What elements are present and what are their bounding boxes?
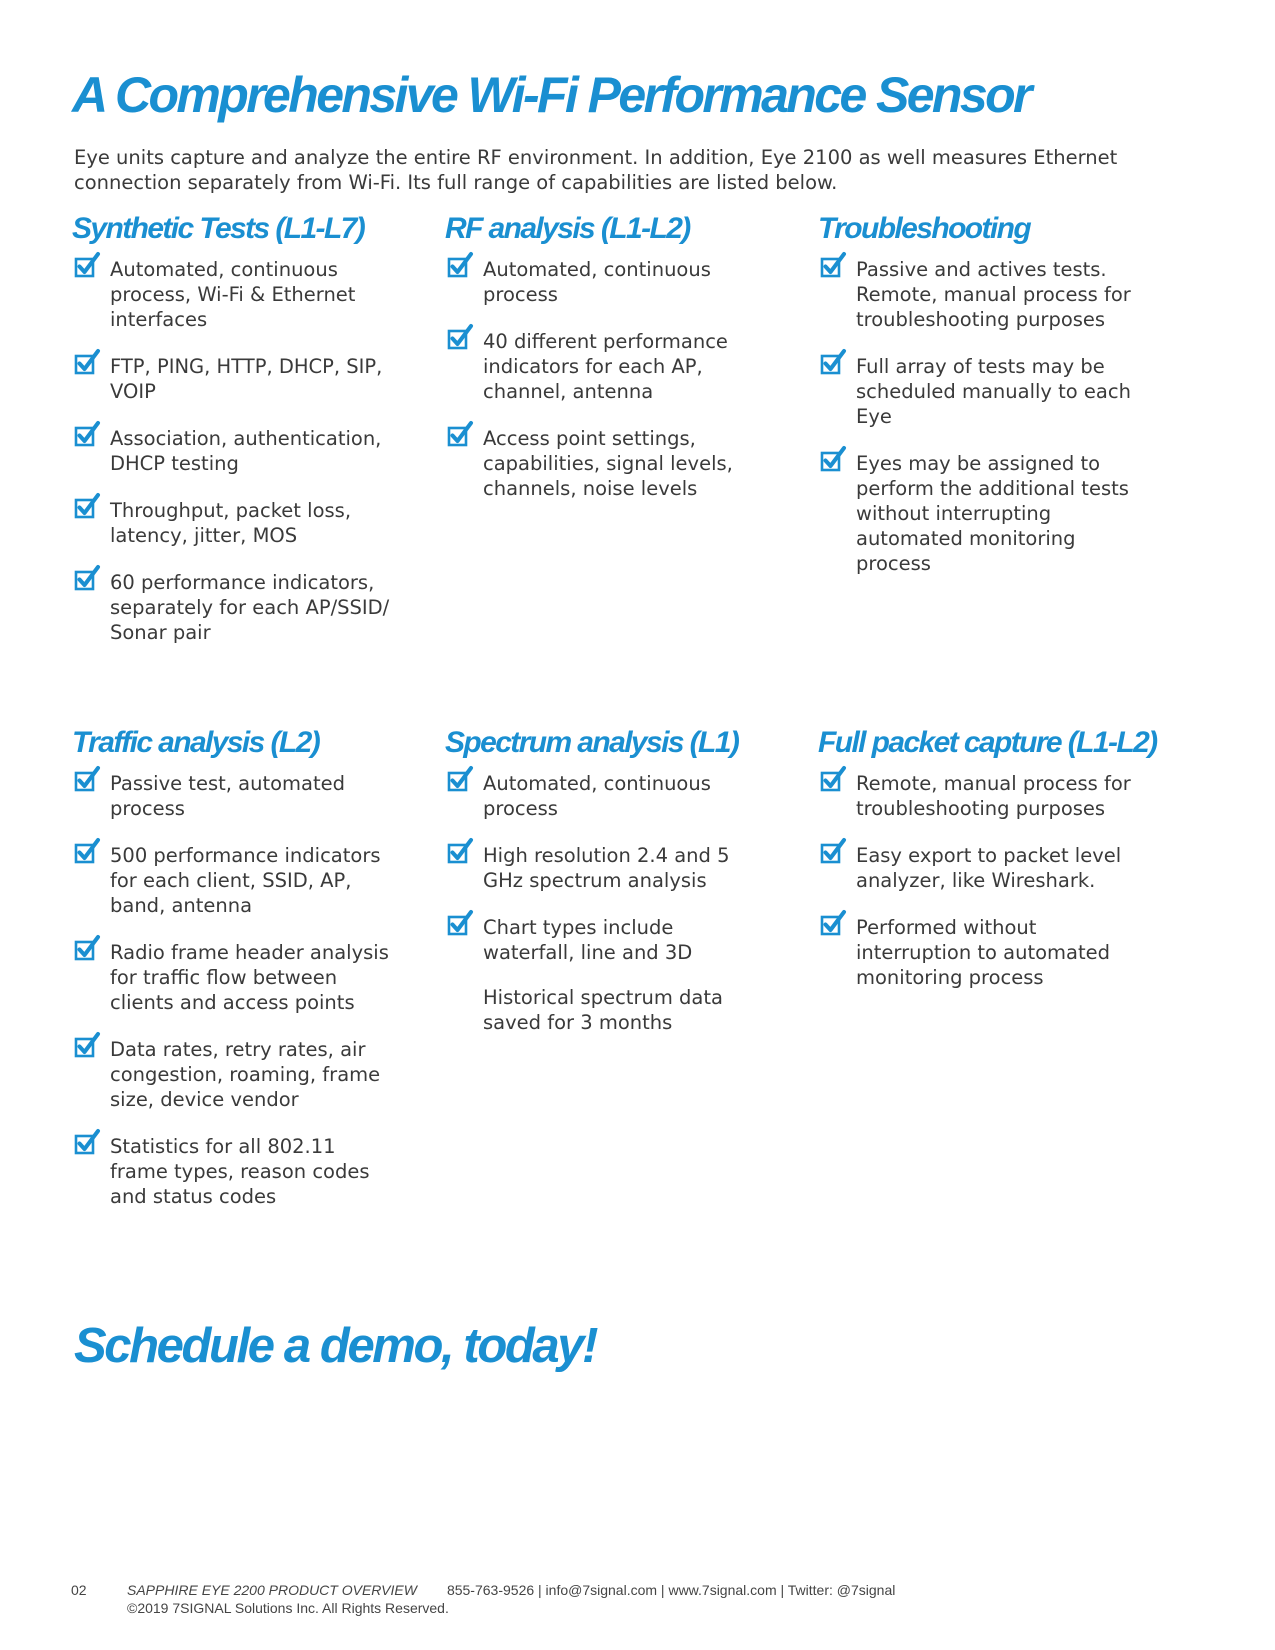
section-heading: Troubleshooting: [818, 212, 1031, 245]
contact-info: 855-763-9526 | info@7signal.com | www.7signal.com | Twitter: @7signal: [446, 1582, 896, 1598]
list-item: FTP, PING, HTTP, DHCP, SIP, VOIP: [74, 354, 394, 404]
checkbox-check-icon: [447, 765, 475, 793]
checkbox-check-icon: [74, 765, 102, 793]
list-item: High resolution 2.4 and 5 GHz spectrum analysis: [447, 843, 767, 893]
checkbox-check-icon: [820, 837, 848, 865]
checkbox-check-icon: [74, 837, 102, 865]
list-item: 60 performance indicators, separately for each AP/SSID/ Sonar pair: [74, 570, 394, 645]
list-item: Remote, manual process for troubleshooting purposes: [820, 771, 1140, 821]
list-item: Eyes may be assigned to perform the additional tests without interrupting automated monitoring process: [820, 451, 1140, 576]
checkbox-check-icon: [74, 492, 102, 520]
product-name: SAPPHIRE EYE 2200 PRODUCT OVERVIEW: [127, 1582, 417, 1598]
checkbox-check-icon: [74, 420, 102, 448]
list-item: 40 different performance indicators for each AP, channel, antenna: [447, 329, 767, 404]
section-rf-analysis: [447, 212, 767, 523]
checkbox-check-icon: [447, 837, 475, 865]
list-item: Passive and actives tests. Remote, manual process for troubleshooting purposes: [820, 257, 1140, 332]
section-traffic-analysis: [74, 726, 394, 1231]
list-item: Chart types include waterfall, line and 3D: [447, 915, 767, 965]
page-footer: [71, 1581, 895, 1617]
list-item: Data rates, retry rates, air congestion, roaming, frame size, device vendor: [74, 1037, 394, 1112]
list-item: Throughput, packet loss, latency, jitter, MOS: [74, 498, 394, 548]
page-number: 02: [71, 1582, 87, 1598]
checkbox-check-icon: [447, 251, 475, 279]
checkbox-check-icon: [74, 348, 102, 376]
checkbox-check-icon: [820, 909, 848, 937]
checkbox-check-icon: [74, 251, 102, 279]
checkbox-check-icon: [820, 765, 848, 793]
section-heading: Traffic analysis (L2): [72, 726, 320, 759]
checkbox-check-icon: [447, 909, 475, 937]
intro-paragraph: Eye units capture and analyze the entire RF environment. In addition, Eye 2100 as well measures Ethernet connection separately from Wi-Fi. Its full range of capabilities are listed below.: [74, 146, 1118, 194]
list-item: Passive test, automated process: [74, 771, 394, 821]
section-spectrum-analysis: [447, 726, 767, 1057]
section-heading: Spectrum analysis (L1): [445, 726, 739, 759]
list-item: Automated, continuous process: [447, 257, 767, 307]
section-synthetic-tests: [74, 212, 394, 667]
list-item: Radio frame header analysis for traffic flow between clients and access points: [74, 940, 394, 1015]
checkbox-check-icon: [820, 251, 848, 279]
section-heading: RF analysis (L1-L2): [445, 212, 690, 245]
list-item: Automated, continuous process, Wi-Fi & Ethernet interfaces: [74, 257, 394, 332]
section-troubleshooting: [820, 212, 1140, 598]
checkbox-check-icon: [74, 1128, 102, 1156]
checkbox-check-icon: [74, 564, 102, 592]
list-item: Access point settings, capabilities, signal levels, channels, noise levels: [447, 426, 767, 501]
list-item: Full array of tests may be scheduled manually to each Eye: [820, 354, 1140, 429]
checkbox-check-icon: [74, 1031, 102, 1059]
list-item: Performed without interruption to automated monitoring process: [820, 915, 1140, 990]
list-item: Association, authentication, DHCP testing: [74, 426, 394, 476]
list-item: Automated, continuous process: [447, 771, 767, 821]
checkbox-check-icon: [447, 323, 475, 351]
checkbox-check-icon: [820, 348, 848, 376]
list-item: Easy export to packet level analyzer, like Wireshark.: [820, 843, 1140, 893]
copyright: ©2019 7SIGNAL Solutions Inc. All Rights Reserved.: [127, 1600, 449, 1616]
section-heading: Synthetic Tests (L1-L7): [72, 212, 365, 245]
list-item: 500 performance indicators for each client, SSID, AP, band, antenna: [74, 843, 394, 918]
cta-heading: Schedule a demo, today!: [74, 1319, 597, 1373]
checkbox-check-icon: [74, 934, 102, 962]
section-full-packet-capture: [818, 726, 1157, 1012]
checkbox-check-icon: [820, 445, 848, 473]
page-title: A Comprehensive Wi-Fi Performance Sensor: [72, 67, 1030, 123]
section-heading: Full packet capture (L1-L2): [818, 726, 1157, 759]
list-item: Statistics for all 802.11 frame types, reason codes and status codes: [74, 1134, 394, 1209]
checkbox-check-icon: [447, 420, 475, 448]
list-item: Historical spectrum data saved for 3 months: [483, 986, 723, 1034]
